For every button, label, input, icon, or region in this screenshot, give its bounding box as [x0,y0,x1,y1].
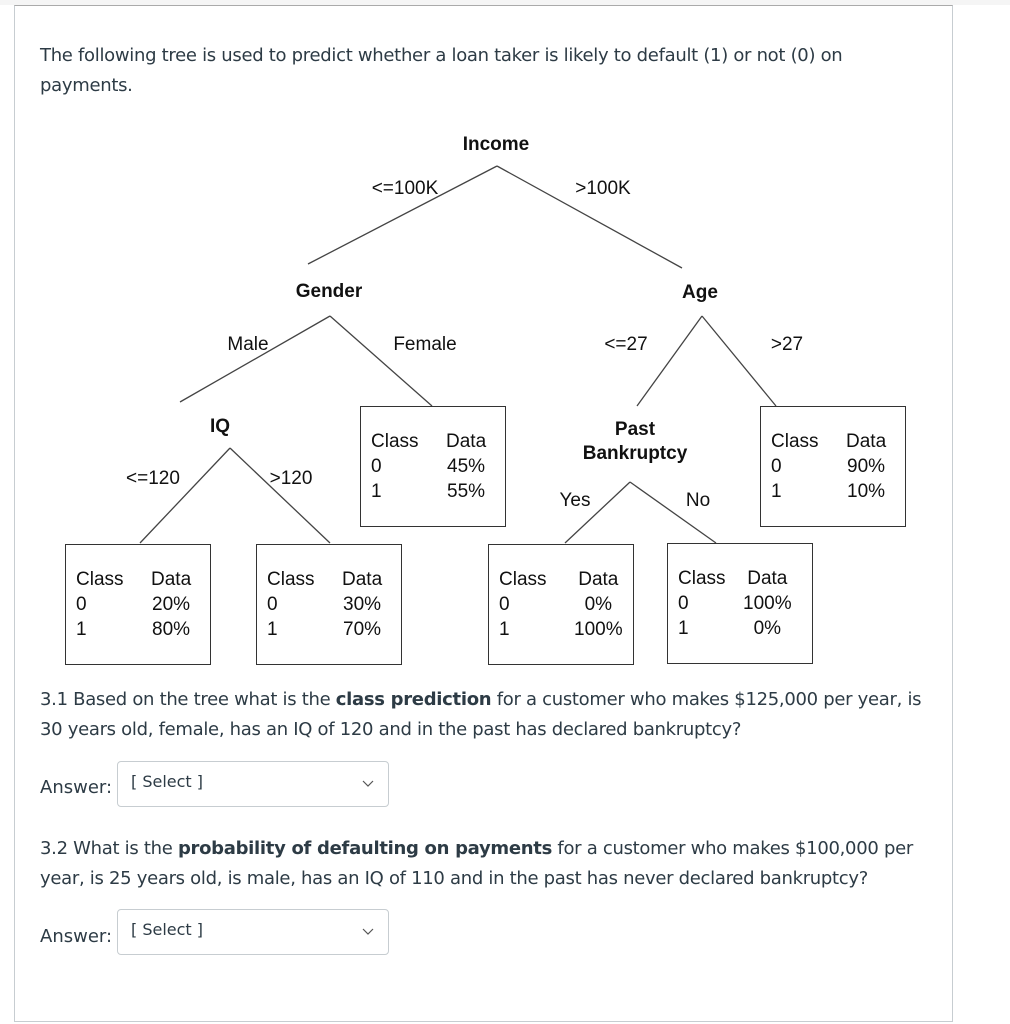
pct-1: 70% [343,619,382,640]
class-1: 1 [678,618,689,639]
edge-gender-right [330,316,432,406]
node-iq: IQ [209,416,231,437]
edge-gender-left [180,316,330,402]
select-placeholder: [ Select ] [131,920,204,939]
class-0: 0 [499,594,510,615]
edge-label-age-left: <=27 [604,334,648,355]
edge-iq-left [140,448,230,543]
edge-label-female: Female [393,334,457,355]
pct-0: 20% [152,594,191,615]
answer-label-3-1: Answer: [40,777,113,798]
class-0: 0 [678,593,689,614]
class-1: 1 [76,619,87,640]
node-income: Income [462,134,530,155]
chevron-down-icon [362,928,374,936]
class-1: 1 [371,481,382,502]
leaf-pb-no [667,543,813,664]
pct-0: 90% [847,456,886,477]
pct-0: 100% [743,593,792,614]
edge-label-income-left: <=100K [371,178,439,199]
class-0: 0 [76,594,87,615]
class-header: Class [499,569,547,590]
pct-1: 80% [152,619,191,640]
leaf-iq-le-120 [65,544,211,665]
data-header: Data [846,431,887,452]
class-1: 1 [771,481,782,502]
pct-1: 0% [753,618,782,639]
data-header: Data [747,568,788,589]
class-header: Class [76,569,124,590]
answer-select-3-2[interactable] [117,909,389,955]
node-past-bankruptcy-line2: Bankruptcy [582,443,688,464]
class-header: Class [371,431,419,452]
class-1: 1 [499,619,510,640]
class-header: Class [678,568,726,589]
answer-label-3-2: Answer: [40,926,113,947]
class-0: 0 [771,456,782,477]
intro-text: The following tree is used to predict whether a loan taker is likely to default (1) or not (0) on payments. [40,45,843,96]
edge-label-iq-left: <=120 [126,468,180,489]
leaf-female [360,406,506,527]
leaf-iq-gt-120 [256,544,402,665]
data-header: Data [342,569,383,590]
select-placeholder: [ Select ] [131,772,204,791]
question-3-2: 3.2 What is the probability of defaulting on payments for a customer who makes $100,000 per year, is 25 years old, is male, has an IQ of 110 and in the past has never declared bankruptcy? [40,838,913,889]
data-header: Data [151,569,192,590]
class-header: Class [771,431,819,452]
chevron-down-icon [362,780,374,788]
data-header: Data [578,569,619,590]
pct-0: 45% [447,456,486,477]
node-gender: Gender [295,281,363,302]
leaf-pb-yes [488,544,634,665]
pct-0: 0% [584,594,613,615]
edge-age-right [702,316,776,406]
edge-label-pb-yes: Yes [559,490,591,511]
pct-1: 55% [447,481,486,502]
node-age: Age [682,282,718,303]
node-past-bankruptcy [583,418,688,466]
edge-label-male: Male [227,334,269,355]
pct-1: 100% [574,619,623,640]
edge-label-pb-no: No [685,490,711,511]
edge-age-left [637,316,702,406]
data-header: Data [446,431,487,452]
class-0: 0 [371,456,382,477]
edge-label-iq-right: >120 [269,468,313,489]
pct-1: 10% [847,481,886,502]
answer-select-3-1[interactable] [117,761,389,807]
edge-iq-right [230,448,330,543]
class-0: 0 [267,594,278,615]
leaf-age-over-27 [760,406,906,527]
class-header: Class [267,569,315,590]
class-1: 1 [267,619,278,640]
edge-label-age-right: >27 [770,334,804,355]
node-past-bankruptcy-line1: Past [614,419,656,440]
edge-label-income-right: >100K [575,178,631,199]
question-3-1: 3.1 Based on the tree what is the class prediction for a customer who makes $125,000 per year, is 30 years old, female, has an IQ of 120 and in the past has declared bankruptcy? [40,689,922,740]
pct-0: 30% [343,594,382,615]
